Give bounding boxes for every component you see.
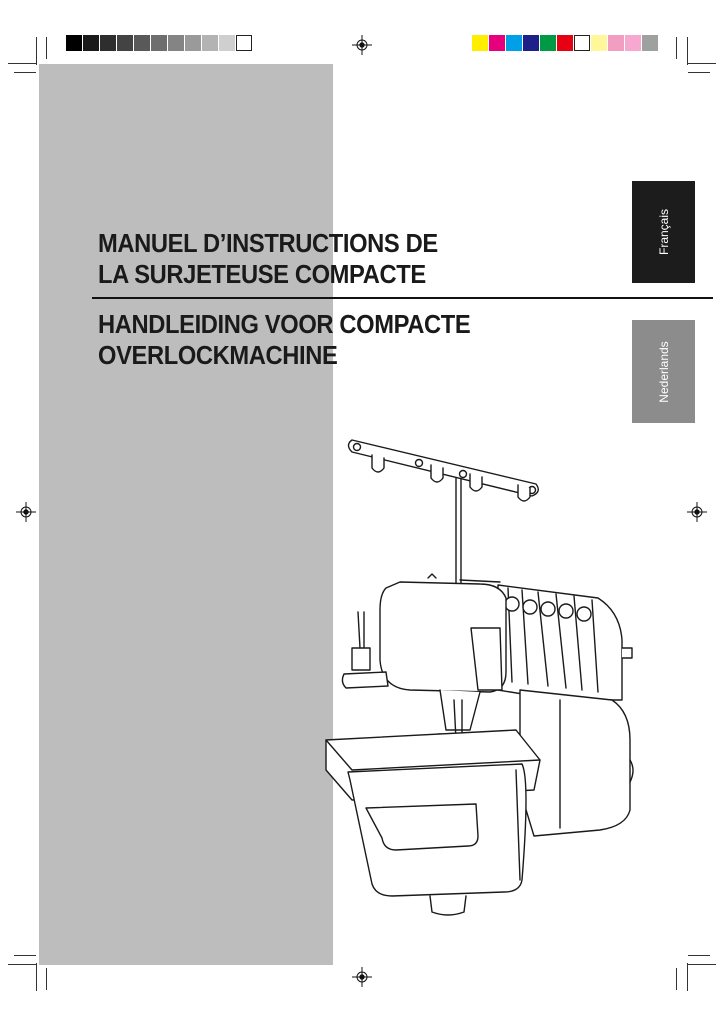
language-tab-label: Français <box>656 208 671 256</box>
french-title <box>98 229 438 291</box>
dutch-title-line-2: OVERLOCKMACHINE <box>98 342 338 370</box>
french-title-line-1: MANUEL D’INSTRUCTIONS DE <box>98 230 438 258</box>
language-tab-french[interactable] <box>632 181 695 283</box>
title-divider-rule <box>92 297 713 299</box>
french-title-line-2: LA SURJETEUSE COMPACTE <box>98 261 426 289</box>
dutch-title-line-1: HANDLEIDING VOOR COMPACTE <box>98 311 471 339</box>
dutch-title <box>98 310 470 372</box>
language-tab-dutch[interactable] <box>632 320 695 423</box>
language-tab-label: Nederlands <box>656 340 671 403</box>
